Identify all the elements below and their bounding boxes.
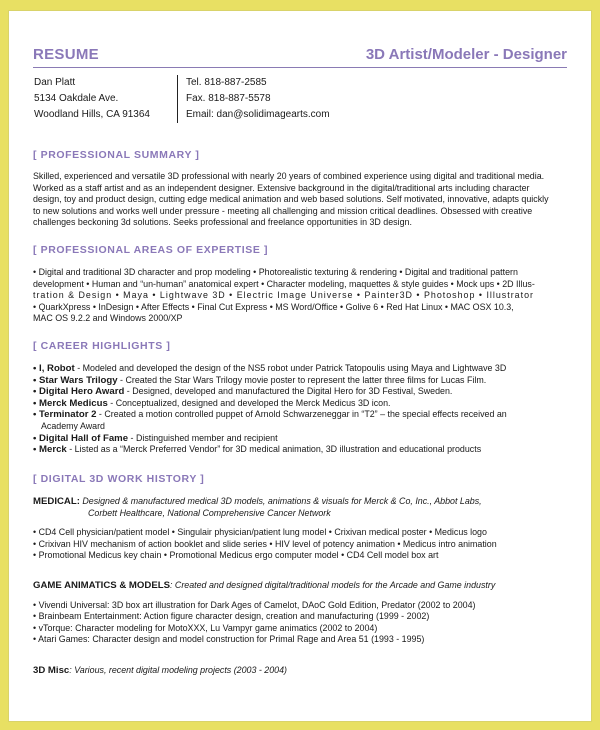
summary-line: Skilled, experienced and versatile 3D professional with nearly 20 years of combined experience using digital and traditional media.	[33, 171, 545, 181]
summary-heading: [ PROFESSIONAL SUMMARY ]	[33, 149, 200, 161]
highlight-item: • Merck - Listed as a “Merck Preferred Vendor” for 3D medical animation, 3D illustration and educational products	[33, 444, 482, 456]
contact-street: 5134 Oakdale Ave.	[34, 93, 119, 104]
game-item: • Brainbeam Entertainment: Action figure character design, creation and manufacturing (1999 - 2002)	[33, 611, 430, 622]
expertise-line: development • Human and “un-human” anatomical expert • Character modeling, maquettes & style guides • Mock ups • 2D Illus-	[33, 278, 535, 289]
contact-fax: Fax. 818-887-5578	[186, 93, 271, 104]
game-block	[33, 580, 573, 646]
highlight-item: • Digital Hall of Fame - Distinguished member and recipient	[33, 432, 278, 444]
summary-line: Worked as a staff artist and as an independent designer. Extensive background in the digital/traditional arts including character	[33, 182, 530, 193]
misc-heading: 3D Misc	[33, 665, 70, 676]
medical-description: Designed & manufactured medical 3D models, animations & visuals for Merck & Co, Inc., Abbot Labs,	[79, 496, 482, 506]
resume-header	[33, 45, 567, 68]
resume-label: RESUME	[33, 46, 99, 63]
game-item: • Vivendi Universal: 3D box art illustration for Dark Ages of Camelot, DAoC Gold Edition, Predator (2002 to 2004)	[33, 599, 476, 610]
contact-name: Dan Platt	[34, 77, 76, 88]
misc-block	[33, 665, 573, 677]
highlight-item: • I, Robot - Modeled and developed the design of the NS5 robot under Patrick Tatopoulis using Maya and Lightwave 3D	[33, 363, 507, 374]
summary-line: challenges beckoning 3d solutions. Seeks professional and freelance opportunities in 3D design.	[33, 217, 412, 228]
highlight-item: • Terminator 2 - Created a motion controlled puppet of Arnold Schwarzeneggar in “T2” – the special effects received an	[33, 409, 507, 421]
summary-line: to new solutions and works well under pressure - meeting all challenging and mission critical deadlines. Obsessed with creative	[33, 205, 533, 216]
resume-page	[8, 10, 592, 722]
expertise-line: tration & Design • Maya • Lightwave 3D • Electric Image Universe • Painter3D • Photoshop • Illustrator	[33, 290, 534, 301]
medical-heading: MEDICAL:	[33, 496, 80, 507]
highlight-item: • Star Wars Trilogy - Created the Star Wars Trilogy movie poster to represent the latter three films for Lucas Film.	[33, 374, 487, 386]
contact-email[interactable]: Email: dan@solidimagearts.com	[186, 109, 330, 120]
summary-line: design, toy and product design, cutting edge medical animation and web based solutions. Self motivated, innovative, adapts quickly	[33, 194, 549, 205]
work-heading: [ DIGITAL 3D WORK HISTORY ]	[33, 473, 205, 485]
phone-email-block	[177, 75, 330, 123]
highlights-list	[33, 363, 573, 456]
medical-item: • CD4 Cell physician/patient model • Singulair physician/patient lung model • Crixivan medical poster • Medicus logo	[33, 527, 487, 538]
expertise-line: • Digital and traditional 3D character and prop modeling • Photorealistic texturing & rendering • Digital and traditional pattern	[33, 267, 518, 277]
contact-city: Woodland Hills, CA 91364	[34, 109, 150, 120]
game-item: • Atari Games: Character design and model construction for Primal Rage and Area 51 (1993 - 1995)	[33, 634, 425, 645]
job-title: 3D Artist/Modeler - Designer	[365, 46, 567, 63]
game-description: : Created and designed digital/traditional models for the Arcade and Game industry	[169, 580, 496, 590]
game-heading: GAME ANIMATICS & MODELS	[33, 580, 170, 591]
medical-description-cont: Corbett Healthcare, National Comprehensive Cancer Network	[88, 507, 331, 518]
summary-text	[33, 171, 569, 229]
misc-description: : Various, recent digital modeling projects (2003 - 2004)	[69, 665, 287, 675]
highlight-item: • Digital Hero Award - Designed, developed and manufactured the Digital Hero for 3D Festival, Sweden.	[33, 386, 453, 398]
medical-item: • Crixivan HIV mechanism of action booklet and slide series • HIV level of potency animation • Medicus intro animation	[33, 538, 497, 549]
medical-item: • Promotional Medicus key chain • Promotional Medicus ergo computer model • CD4 Cell model box art	[33, 550, 439, 561]
game-item: • vTorque: Character modeling for MotoXXX, Lu Vampyr game animatics (2002 to 2004)	[33, 622, 378, 633]
medical-block	[33, 496, 573, 562]
address-block	[34, 75, 150, 123]
expertise-text	[33, 267, 569, 325]
expertise-line: MAC OS 9.2.2 and Windows 2000/XP	[33, 313, 183, 324]
expertise-heading: [ PROFESSIONAL AREAS OF EXPERTISE ]	[33, 244, 269, 256]
contact-tel: Tel. 818-887-2585	[186, 77, 267, 88]
highlight-item: • Merck Medicus - Conceptualized, designed and developed the Merck Medicus 3D icon.	[33, 397, 391, 409]
expertise-line: • QuarkXpress • InDesign • After Effects • Final Cut Express • MS Word/Office • Golive 6 • Red Hat Linux • MAC OSX 10.3,	[33, 301, 514, 312]
highlight-item-continued: Academy Award	[41, 420, 105, 431]
highlights-heading: [ CAREER HIGHLIGHTS ]	[33, 340, 171, 352]
